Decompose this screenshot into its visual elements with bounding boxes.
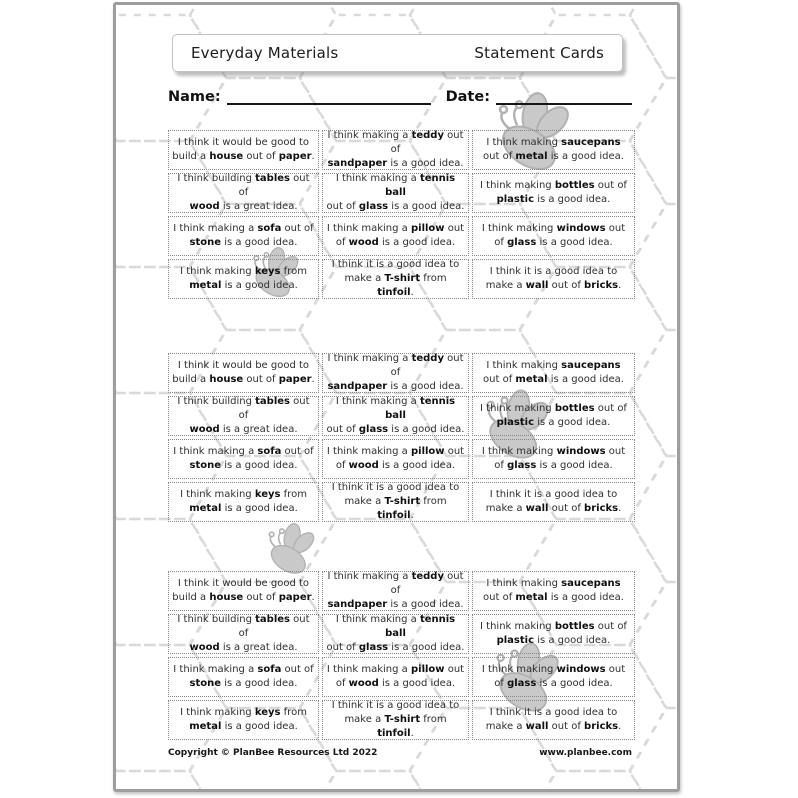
statement-card: I think making windows out of glass is a good idea. (472, 216, 635, 256)
statement-card: I think making bottles out of plastic is a good idea. (472, 173, 635, 213)
statement-card: I think it is a good idea to make a wall out of bricks. (472, 259, 635, 299)
copyright-text: Copyright © PlanBee Resources Ltd 2022 (168, 748, 378, 758)
statement-card: I think making saucepans out of metal is a good idea. (472, 571, 635, 611)
statement-card: I think making bottles out of plastic is a good idea. (472, 614, 635, 654)
statement-card: I think making saucepans out of metal is a good idea. (472, 353, 635, 393)
statement-card: I think making a tennis ball out of glass is a good idea. (322, 173, 469, 213)
name-date-row (168, 85, 632, 105)
statement-card: I think it is a good idea to make a wall out of bricks. (472, 482, 635, 522)
statement-card: I think making a sofa out of stone is a good idea. (168, 657, 319, 697)
statement-card: I think building tables out of wood is a great idea. (168, 173, 319, 213)
statement-card: I think making a teddy out of sandpaper is a good idea. (322, 130, 469, 170)
statement-card: I think making saucepans out of metal is a good idea. (472, 130, 635, 170)
statement-card: I think making bottles out of plastic is a good idea. (472, 396, 635, 436)
statement-card: I think it would be good to build a house out of paper. (168, 130, 319, 170)
statement-card: I think it would be good to build a house out of paper. (168, 353, 319, 393)
statement-card: I think making a teddy out of sandpaper is a good idea. (322, 353, 469, 393)
statement-card: I think making a pillow out of wood is a good idea. (322, 657, 469, 697)
date-write-line (496, 89, 632, 105)
statement-card-block-3 (168, 571, 632, 740)
statement-card: I think making keys from metal is a good idea. (168, 700, 319, 740)
statement-card-block-2 (168, 353, 632, 522)
statement-card: I think it is a good idea to make a T-shirt from tinfoil. (322, 259, 469, 299)
page-content (116, 5, 677, 789)
statement-card: I think making keys from metal is a good idea. (168, 259, 319, 299)
statement-card: I think making a pillow out of wood is a good idea. (322, 216, 469, 256)
statement-card: I think making keys from metal is a good idea. (168, 482, 319, 522)
statement-card: I think making a teddy out of sandpaper is a good idea. (322, 571, 469, 611)
statement-card: I think it is a good idea to make a wall out of bricks. (472, 700, 635, 740)
statement-card: I think building tables out of wood is a great idea. (168, 614, 319, 654)
statement-card-block-1 (168, 130, 632, 299)
statement-card: I think making a sofa out of stone is a good idea. (168, 439, 319, 479)
name-write-line (227, 89, 431, 105)
statement-card: I think making a sofa out of stone is a good idea. (168, 216, 319, 256)
statement-card: I think it is a good idea to make a T-shirt from tinfoil. (322, 700, 469, 740)
footer (168, 748, 632, 758)
statement-card: I think making a tennis ball out of glass is a good idea. (322, 614, 469, 654)
statement-card: I think it is a good idea to make a T-shirt from tinfoil. (322, 482, 469, 522)
statement-card: I think making windows out of glass is a good idea. (472, 439, 635, 479)
date-label: Date: (445, 89, 490, 105)
statement-card: I think building tables out of wood is a great idea. (168, 396, 319, 436)
statement-card: I think it would be good to build a house out of paper. (168, 571, 319, 611)
statement-card: I think making a tennis ball out of glass is a good idea. (322, 396, 469, 436)
worksheet-topic-title: Everyday Materials (191, 44, 339, 62)
name-label: Name: (168, 89, 221, 105)
title-bar (172, 34, 623, 72)
worksheet-type-title: Statement Cards (474, 44, 604, 62)
website-text: www.planbee.com (539, 748, 632, 758)
statement-card: I think making windows out of glass is a good idea. (472, 657, 635, 697)
worksheet-page (113, 2, 680, 792)
statement-card: I think making a pillow out of wood is a good idea. (322, 439, 469, 479)
